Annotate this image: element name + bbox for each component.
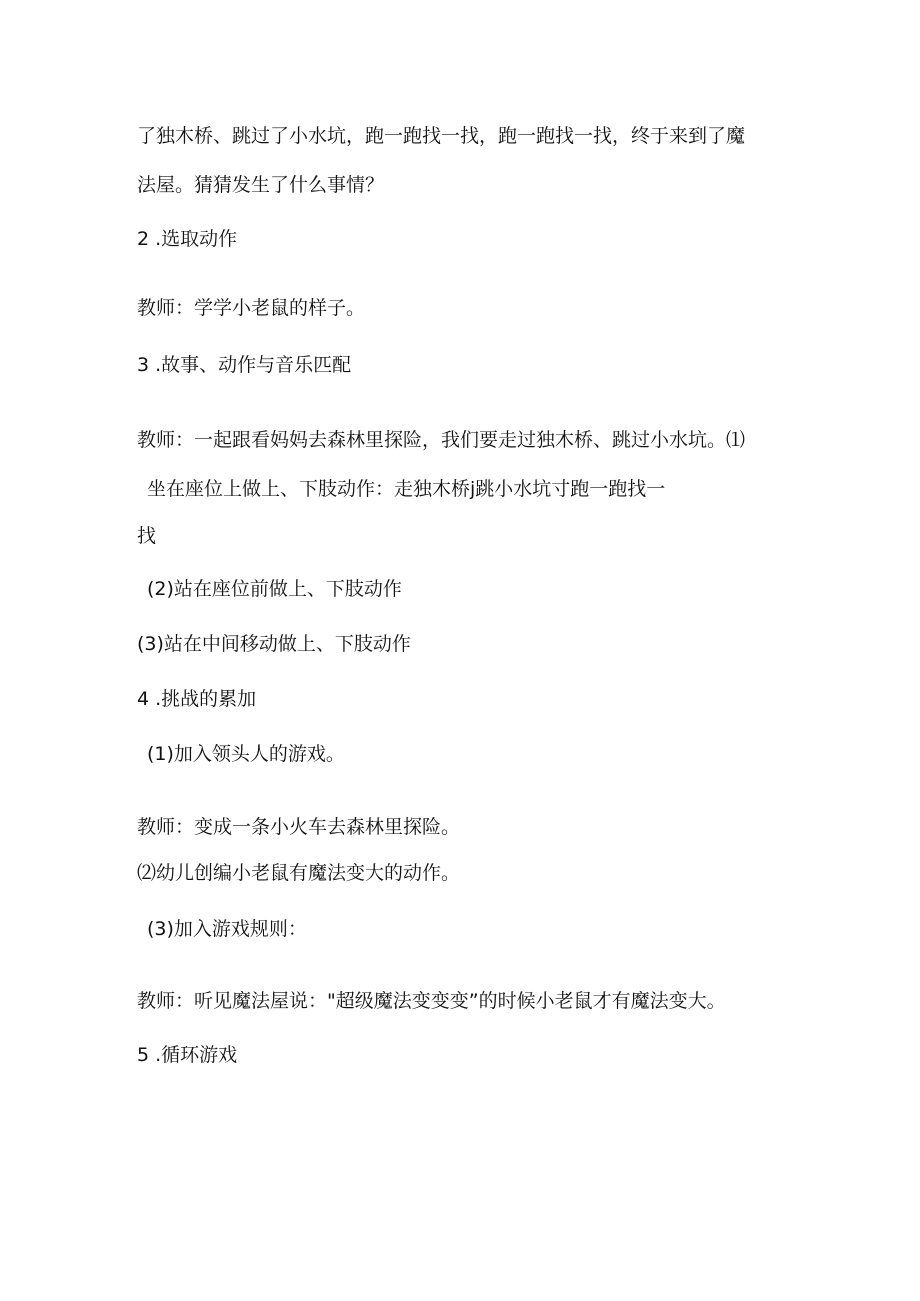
sub-item: (3)站在中间移动做上、下肢动作 xyxy=(137,633,411,655)
sub-item: (2)站在座位前做上、下肢动作 xyxy=(147,578,402,600)
sub-item: ⑵幼儿创编小老鼠有魔法变大的动作。 xyxy=(137,862,461,884)
step-heading: 2 .选取动作 xyxy=(137,228,238,250)
teacher-line: 教师：听见魔法屋说："超级魔法变变变”的时候小老鼠才有魔法变大。 xyxy=(137,990,726,1012)
teacher-line: 教师：一起跟看妈妈去森林里探险，我们要走过独木桥、跳过小水坑。⑴ xyxy=(137,429,746,451)
paragraph-line: 坐在座位上做上、下肢动作：走独木桥j跳小水坑寸跑一跑找一 xyxy=(147,478,666,500)
paragraph-line: 找 xyxy=(137,525,157,547)
paragraph-line: 了独木桥、跳过了小水坑，跑一跑找一找，跑一跑找一找，终于来到了魔 xyxy=(137,125,746,147)
teacher-line: 教师：学学小老鼠的样子。 xyxy=(137,297,366,319)
step-heading: 4 .挑战的累加 xyxy=(137,688,257,710)
sub-item: (3)加入游戏规则： xyxy=(147,918,307,940)
teacher-line: 教师：变成一条小火车去森林里探险。 xyxy=(137,816,461,838)
sub-item: (1)加入领头人的游戏。 xyxy=(147,743,345,765)
step-heading: 3 .故事、动作与音乐匹配 xyxy=(137,354,352,376)
step-heading: 5 .循环游戏 xyxy=(137,1044,238,1066)
paragraph-line: 法屋。猜猜发生了什么事情？ xyxy=(137,174,385,196)
